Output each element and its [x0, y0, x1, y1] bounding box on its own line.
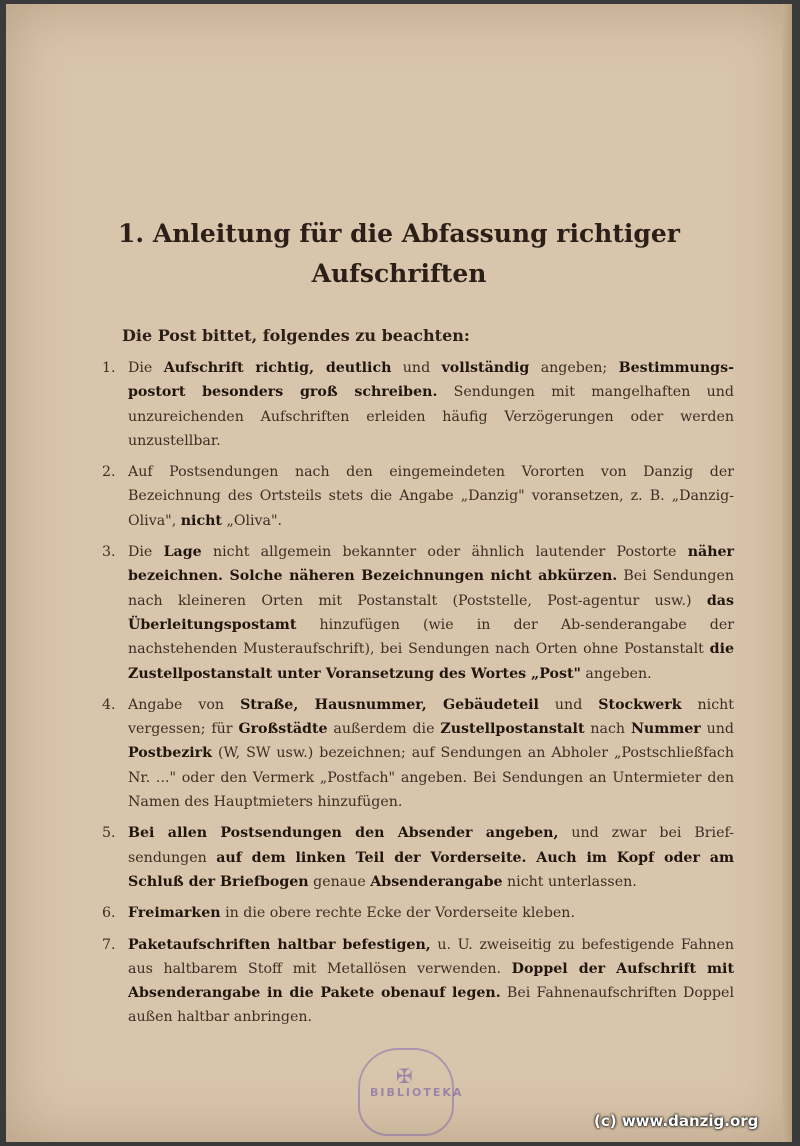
body-text: außerdem die [327, 721, 441, 738]
body-text: und [391, 360, 442, 376]
body-text: nicht allgemein bekannter oder ähnlich lautender Postorte [201, 544, 688, 561]
list-item [102, 901, 734, 925]
body-text: Angabe von [128, 696, 241, 713]
emphasized-text: Nummer [630, 721, 701, 738]
document-title [6, 214, 792, 294]
list-item-number: 7. [102, 936, 116, 953]
body-text: Sendungen mit mangelhaften und unzureichenden Aufschriften erleiden häufig Verzögerungen oder werden unzustellbar. [128, 384, 734, 449]
body-text: Bei Fahnenaufschriften Doppel außen haltbar anbringen. [128, 985, 734, 1026]
body-text: und [700, 721, 734, 738]
emphasized-text: Stockwerk [598, 696, 682, 713]
stamp-emblem-icon: ✠ [396, 1064, 413, 1088]
emphasized-text: Großstädte [238, 721, 328, 738]
emphasized-text: Absenderangabe [370, 873, 503, 890]
body-text: „Oliva". [221, 512, 283, 529]
list-item [102, 821, 734, 894]
list-item-number: 1. [102, 360, 116, 376]
emphasized-text: Bestimmungs-postort besonders groß schreiben. [128, 360, 734, 401]
list-item [102, 356, 734, 453]
emphasized-text: Straße, Hausnummer, Gebäudeteil [240, 696, 539, 713]
body-text: und zwar bei Brief-sendungen [128, 825, 735, 866]
body-text: (W, SW usw.) bezeichnen; auf Sendungen an Abholer „Postschließfach Nr. ..." oder den Vermerk „Postfach" angeben. Bei Sendungen an Untermieter den Namen des Hauptmieters hinzufügen. [128, 745, 734, 811]
stamp-text: BIBLIOTEKA [370, 1086, 464, 1099]
list-item-number: 5. [102, 825, 116, 842]
body-text: in die obere rechte Ecke der Vorderseite kleben. [220, 905, 575, 922]
list-item-number: 2. [102, 464, 116, 481]
emphasized-text: Aufschrift richtig, deutlich [163, 360, 392, 376]
page-spine [782, 4, 792, 1142]
list-item-number: 6. [102, 905, 116, 922]
emphasized-text: das Überleitungspostamt [128, 592, 734, 633]
emphasized-text: Lage [163, 544, 202, 561]
body-text: hinzufügen (wie in der Ab-senderangabe der nachstehenden Musteraufschrift), bei Sendungen nach Orten ohne Postanstalt [128, 616, 734, 658]
library-stamp [358, 1048, 464, 1136]
body-text: angeben. [580, 665, 652, 682]
list-item [102, 460, 734, 533]
title-line-1: 1. Anleitung für die Abfassung richtiger [118, 219, 680, 248]
document-page [6, 4, 792, 1142]
list-item-number: 3. [102, 544, 116, 561]
body-text: nicht unterlassen. [502, 873, 637, 890]
body-text: angeben; [529, 360, 619, 376]
list-item [102, 933, 734, 1030]
emphasized-text: Paketaufschriften haltbar befestigen, [128, 936, 431, 953]
emphasized-text: die Zustellpostanstalt unter Voransetzung des Wortes „Post" [128, 641, 734, 682]
emphasized-text: Doppel der Aufschrift mit Absenderangabe in die Pakete obenauf legen. [128, 960, 734, 1002]
body-text: Die [128, 544, 164, 561]
list-item-number: 4. [102, 696, 116, 713]
title-line-2: Aufschriften [311, 259, 487, 288]
body-text: nicht vergessen; für [128, 696, 734, 738]
instruction-list [102, 356, 734, 1037]
list-item [102, 540, 734, 686]
body-text: Auf Postsendungen nach den eingemeindeten Vororten von Danzig der Bezeichnung des Ortsteils stets die Angabe „Danzig" voransetzen, z. B. „Danzig-Oliva", [128, 464, 734, 529]
emphasized-text: nicht [180, 512, 222, 529]
body-text: u. U. zweiseitig zu befestigende Fahnen aus haltbarem Stoff mit Metallösen verwenden. [128, 936, 734, 977]
watermark: (c) www.danzig.org [594, 1112, 759, 1130]
emphasized-text: näher bezeichnen. Solche näheren Bezeichnungen nicht abkürzen. [128, 544, 735, 585]
body-text: Die [128, 360, 164, 376]
emphasized-text: Zustellpostanstalt [440, 721, 585, 738]
body-text: nach [584, 721, 631, 738]
intro-heading: Die Post bittet, folgendes zu beachten: [122, 326, 470, 345]
emphasized-text: Bei allen Postsendungen den Absender angeben, [128, 825, 559, 842]
emphasized-text: vollständig [441, 360, 530, 376]
emphasized-text: Freimarken [128, 905, 221, 922]
body-text: und [538, 696, 599, 713]
body-text: genaue [308, 873, 371, 890]
emphasized-text: auf dem linken Teil der Vorderseite. Auch im Kopf oder am Schluß der Briefbogen [128, 849, 734, 890]
body-text: Bei Sendungen nach kleineren Orten mit Postanstalt (Poststelle, Post-agentur usw.) [128, 568, 734, 609]
emphasized-text: Postbezirk [128, 745, 212, 762]
list-item [102, 693, 734, 814]
